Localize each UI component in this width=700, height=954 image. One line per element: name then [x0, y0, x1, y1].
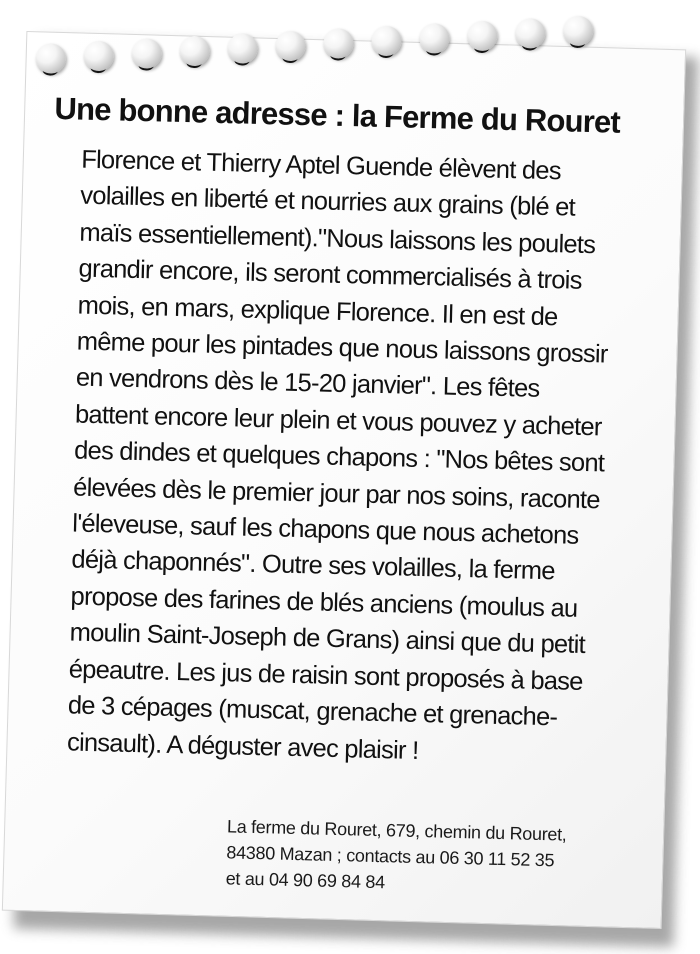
body-line: battent encore leur plein et vous pouvez y acheter [74, 400, 602, 442]
body-line: cinsault). A déguster avec plaisir ! [66, 727, 419, 765]
body-line: propose des farines de blés anciens (moulus au [70, 582, 578, 623]
body-line: des dindes et quelques chapons : "Nos bêtes sont [73, 436, 605, 478]
address-line: et au 04 90 69 84 84 [225, 868, 386, 893]
body-line: volailles en liberté et nourries aux grains (blé et [80, 181, 576, 223]
body-line: même pour les pintades que nous laissons grossir [76, 327, 608, 369]
body-line: de 3 cépages (muscat, grenache et grenache- [67, 691, 558, 732]
body-line: l'éleveuse, sauf les chapons que nous achetons [72, 509, 579, 550]
body-line: maïs essentiellement)."Nous laissons les poulets [79, 218, 596, 259]
body-line: moulin Saint-Joseph de Grans) ainsi que du petit [69, 618, 586, 660]
article-body [67, 142, 656, 775]
note-title: Une bonne adresse : la Ferme du Rouret [54, 90, 621, 140]
body-line: grandir encore, ils seront commercialisés à trois [78, 254, 582, 296]
body-line: en vendrons dès le 15-20 janvier". Les fêtes [75, 363, 540, 404]
body-line: mois, en mars, explique Florence. Il en est de [77, 291, 558, 331]
body-line: épeautre. Les jus de raisin sont proposés à base [68, 655, 584, 696]
address-line: La ferme du Rouret, 679, chemin du Rouret, [226, 816, 567, 845]
body-line: Florence et Thierry Aptel Guende élèvent des [80, 145, 562, 186]
body-line: élevées dès le premier jour par nos soins, raconte [72, 473, 601, 515]
contact-address [225, 813, 647, 901]
body-line: déjà chaponnés". Outre ses volailles, la ferme [71, 545, 556, 586]
address-line: 84380 Mazan ; contacts au 06 30 11 52 35 [226, 842, 555, 871]
